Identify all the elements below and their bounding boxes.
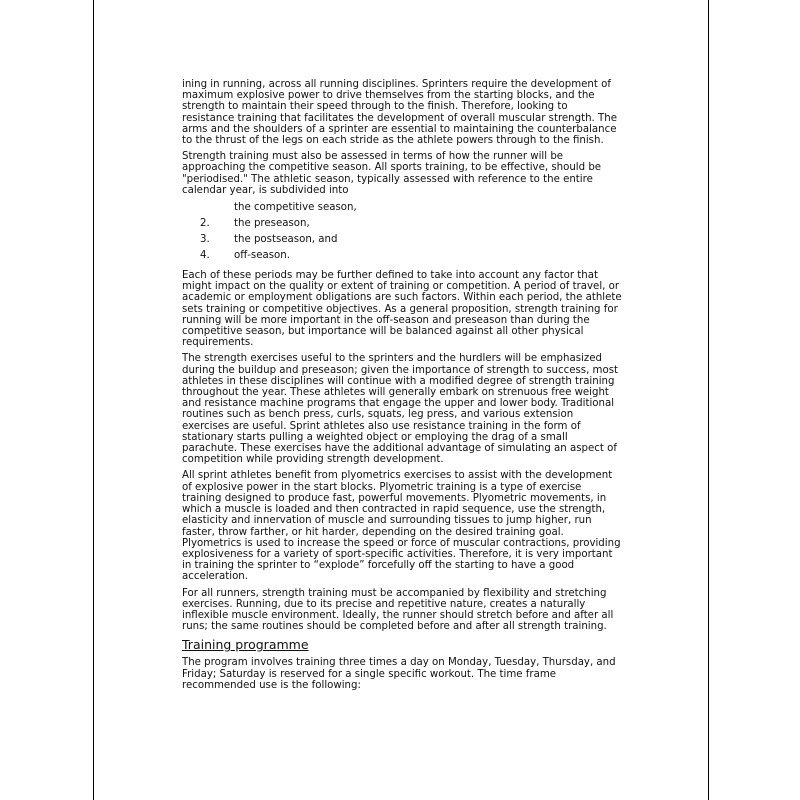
list-item-text: the postseason, and <box>234 234 338 246</box>
list-item-number: 4. <box>200 250 210 262</box>
paragraph-sprinter-strength: ining in running, across all running disciplines. Sprinters require the development of maximum explosive power to drive themselves from the starting blocks, and the strength to maintain their speed through to the finish. Therefore, looking to resistance training that facilitates the development of overall muscular strength. The arms and the shoulders of a sprinter are essential to maintaining the counterbalance to the thrust of the legs on each stride as the athlete powers through to the finish. <box>182 79 617 147</box>
paragraph-periodisation: Strength training must also be assessed in terms of how the runner will be approaching the competitive season. All sports training, to be effective, should be "periodised." The athletic season, typically assessed with reference to the entire calendar year, is subdivided into <box>182 151 602 196</box>
list-item-text: off-season. <box>234 250 290 262</box>
list-item-text: the preseason, <box>234 218 310 230</box>
section-heading: Training programme <box>182 637 309 653</box>
season-list <box>182 201 622 265</box>
list-item <box>182 233 622 249</box>
list-item <box>182 201 622 217</box>
paragraph-flexibility: For all runners, strength training must be accompanied by flexibility and stretching exercises. Running, due to its precise and repetitive nature, creates a naturally inflexible muscle environment. Ideally, the runner should stretch before and after all runs; the same routines should be completed before and after all strength training. <box>182 587 614 633</box>
list-item-text: the competitive season, <box>234 202 357 214</box>
paragraph-plyometrics: All sprint athletes benefit from plyometrics exercises to assist with the development of explosive power in the start blocks. Plyometric training is a type of exercise training designed to produce fast, powerful movements. Plyometric movements, in which a muscle is loaded and then contracted in rapid sequence, use the strength, elasticity and innervation of muscle and surrounding tissues to jump higher, run faster, throw farther, or hit harder, depending on the desired training goal. Plyometrics is used to increase the speed or force of muscular contractions, providing explosiveness for a variety of sport-specific activities. Therefore, it is very important in training the sprinter to “explode” forcefully off the starting to have a good acceleration. <box>182 470 621 583</box>
document-body <box>182 79 622 696</box>
paragraph-program: The program involves training three times a day on Monday, Tuesday, Thursday, and Friday; Saturday is reserved for a single specific workout. The time frame recommended use is the following: <box>182 657 616 691</box>
list-item <box>182 217 622 233</box>
list-item-number: 2. <box>200 218 210 230</box>
paragraph-periods: Each of these periods may be further defined to take into account any factor that might impact on the quality or extent of training or competition. A period of travel, or academic or employment obligations are such factors. Within each period, the athlete sets training or competitive objectives. As a general proposition, strength training for running will be more important in the off-season and preseason than during the competitive season, but importance will be balanced against all other physical requirements. <box>182 270 622 349</box>
list-item-number: 3. <box>200 234 210 246</box>
paragraph-strength-exercises: The strength exercises useful to the sprinters and the hurdlers will be emphasized during the buildup and preseason; given the importance of strength to success, most athletes in these disciplines will continue with a modified degree of strength training throughout the year. These athletes will generally embark on strenuous free weight and resistance machine programs that engage the upper and lower body. Traditional routines such as bench press, curls, squats, leg press, and various extension exercises are useful. Sprint athletes also use resistance training in the form of stationary starts pulling a weighted object or employing the drag of a small parachute. These exercises have the additional advantage of simulating an aspect of competition while providing strength development. <box>182 353 619 466</box>
list-item <box>182 249 622 265</box>
